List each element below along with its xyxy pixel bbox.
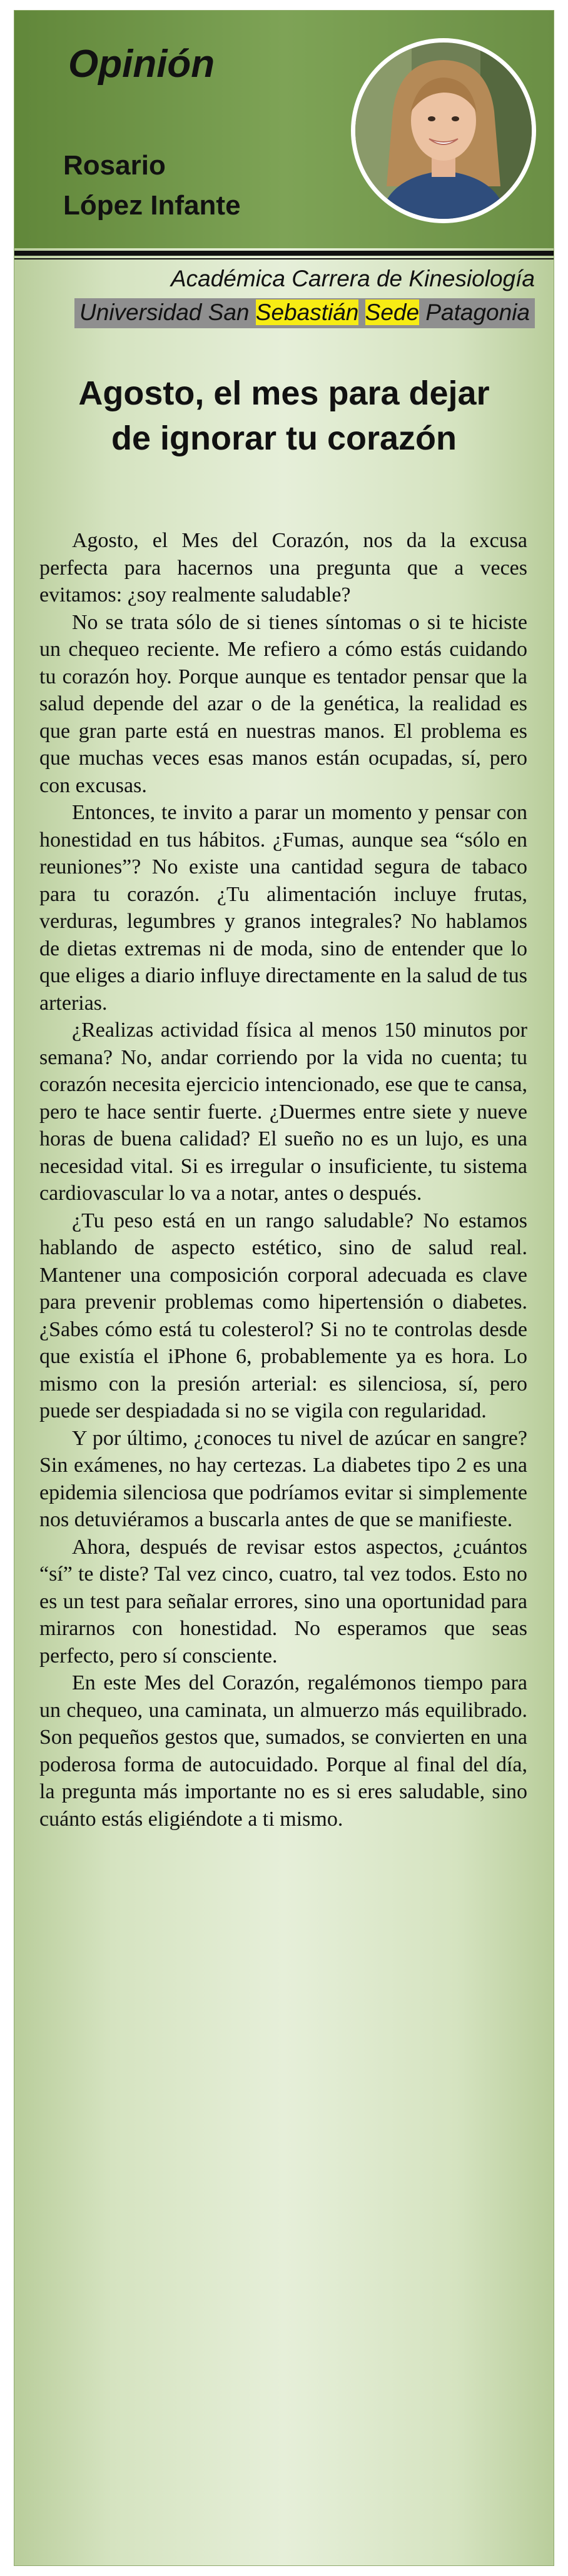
affiliation-text [358, 299, 365, 325]
opinion-column [14, 10, 554, 2566]
header-divider-thin [14, 258, 554, 259]
affiliation-highlight: Sede [365, 299, 420, 325]
article-title [33, 371, 535, 461]
article-paragraph: En este Mes del Corazón, regalémonos tiempo para un chequeo, una caminata, un almuerzo más equilibrado. Son pequeños gestos que, sumados, se convierten en una poderosa forma de autocuidado. Porque al final del día, la pregunta más importante no es si eres saludable, sino cuánto estás eligiéndote a ti mismo. [39, 1671, 527, 1831]
affiliation-text: Patagonia [419, 299, 530, 325]
article-title-line2: de ignorar tu corazón [111, 420, 457, 457]
affiliation-highlight: Sebastián [255, 299, 359, 325]
article-paragraph: Y por último, ¿conoces tu nivel de azúcar en sangre? Sin exámenes, no hay certezas. La diabetes tipo 2 es una epidemia silenciosa que podríamos evitar si simplemente nos detuviéramos a buscarla antes de que se manifieste. [39, 1426, 527, 1531]
author-affiliation-career: Académica Carrera de Kinesiología [170, 266, 535, 291]
author-affiliation-university [74, 298, 535, 328]
article-paragraph: Ahora, después de revisar estos aspectos, ¿cuántos “sí” te diste? Tal vez cinco, cuatro, tal vez todos. Esto no es un test para señalar errores, sino una oportunidad para mirarnos con honestidad. No esperamos que seas perfecto, pero sí consciente. [39, 1535, 527, 1668]
column-header [14, 11, 554, 248]
article-body [39, 527, 527, 1833]
author-portrait-icon [355, 43, 532, 219]
header-divider-thick [14, 251, 554, 256]
article-paragraph: ¿Tu peso está en un rango saludable? No estamos hablando de aspecto estético, sino de salud real. Mantener una composición corporal adecuada es clave para prevenir problemas como hipertensión o diabetes. ¿Sabes cómo está tu colesterol? Si no te controlas desde que existía el iPhone 6, probablemente ya es hora. Lo mismo con la presión arterial: es silenciosa, sí, pero puede ser despiadada si no se vigila con regularidad. [39, 1209, 527, 1422]
section-label: Opinión [68, 43, 215, 86]
author-name [63, 146, 301, 226]
article-paragraph: No se trata sólo de si tienes síntomas o si te hiciste un chequeo reciente. Me refiero a cómo estás cuidando tu corazón hoy. Porque aunque es tentador pensar que la salud depende del azar o de la genética, la realidad es que gran parte está en nuestras manos. El problema es que muchas veces esas manos están ocupadas, sí, pero con excusas. [39, 610, 527, 797]
affiliation-text: Universidad San [79, 299, 256, 325]
author-photo [351, 38, 536, 223]
article-paragraph: Agosto, el Mes del Corazón, nos da la excusa perfecta para hacernos una pregunta que a veces evitamos: ¿soy realmente saludable? [39, 529, 527, 606]
article-paragraph: Entonces, te invito a parar un momento y pensar con honestidad en tus hábitos. ¿Fumas, aunque sea “sólo en reuniones”? No existe una cantidad segura de tabaco para tu corazón. ¿Tu alimentación incluye frutas, verduras, legumbres y granos integrales? No hablamos de dietas extremas ni de moda, sino de entender que lo que eliges a diario influye directamente en la salud de tus arterias. [39, 801, 527, 1015]
author-name-line2: López Infante [63, 190, 241, 221]
author-name-line1: Rosario [63, 150, 166, 181]
article-title-line1: Agosto, el mes para dejar [78, 375, 490, 412]
article-paragraph: ¿Realizas actividad física al menos 150 minutos por semana? No, andar corriendo por la vida no cuenta; tu corazón necesita ejercicio intencionado, ese que te cansa, pero te hace sentir fuerte. ¿Duermes entre siete y nueve horas de buena calidad? El sueño no es un lujo, es una necesidad vital. Si es irregular o insuficiente, tu sistema cardiovascular lo va a notar, antes o después. [39, 1019, 527, 1205]
